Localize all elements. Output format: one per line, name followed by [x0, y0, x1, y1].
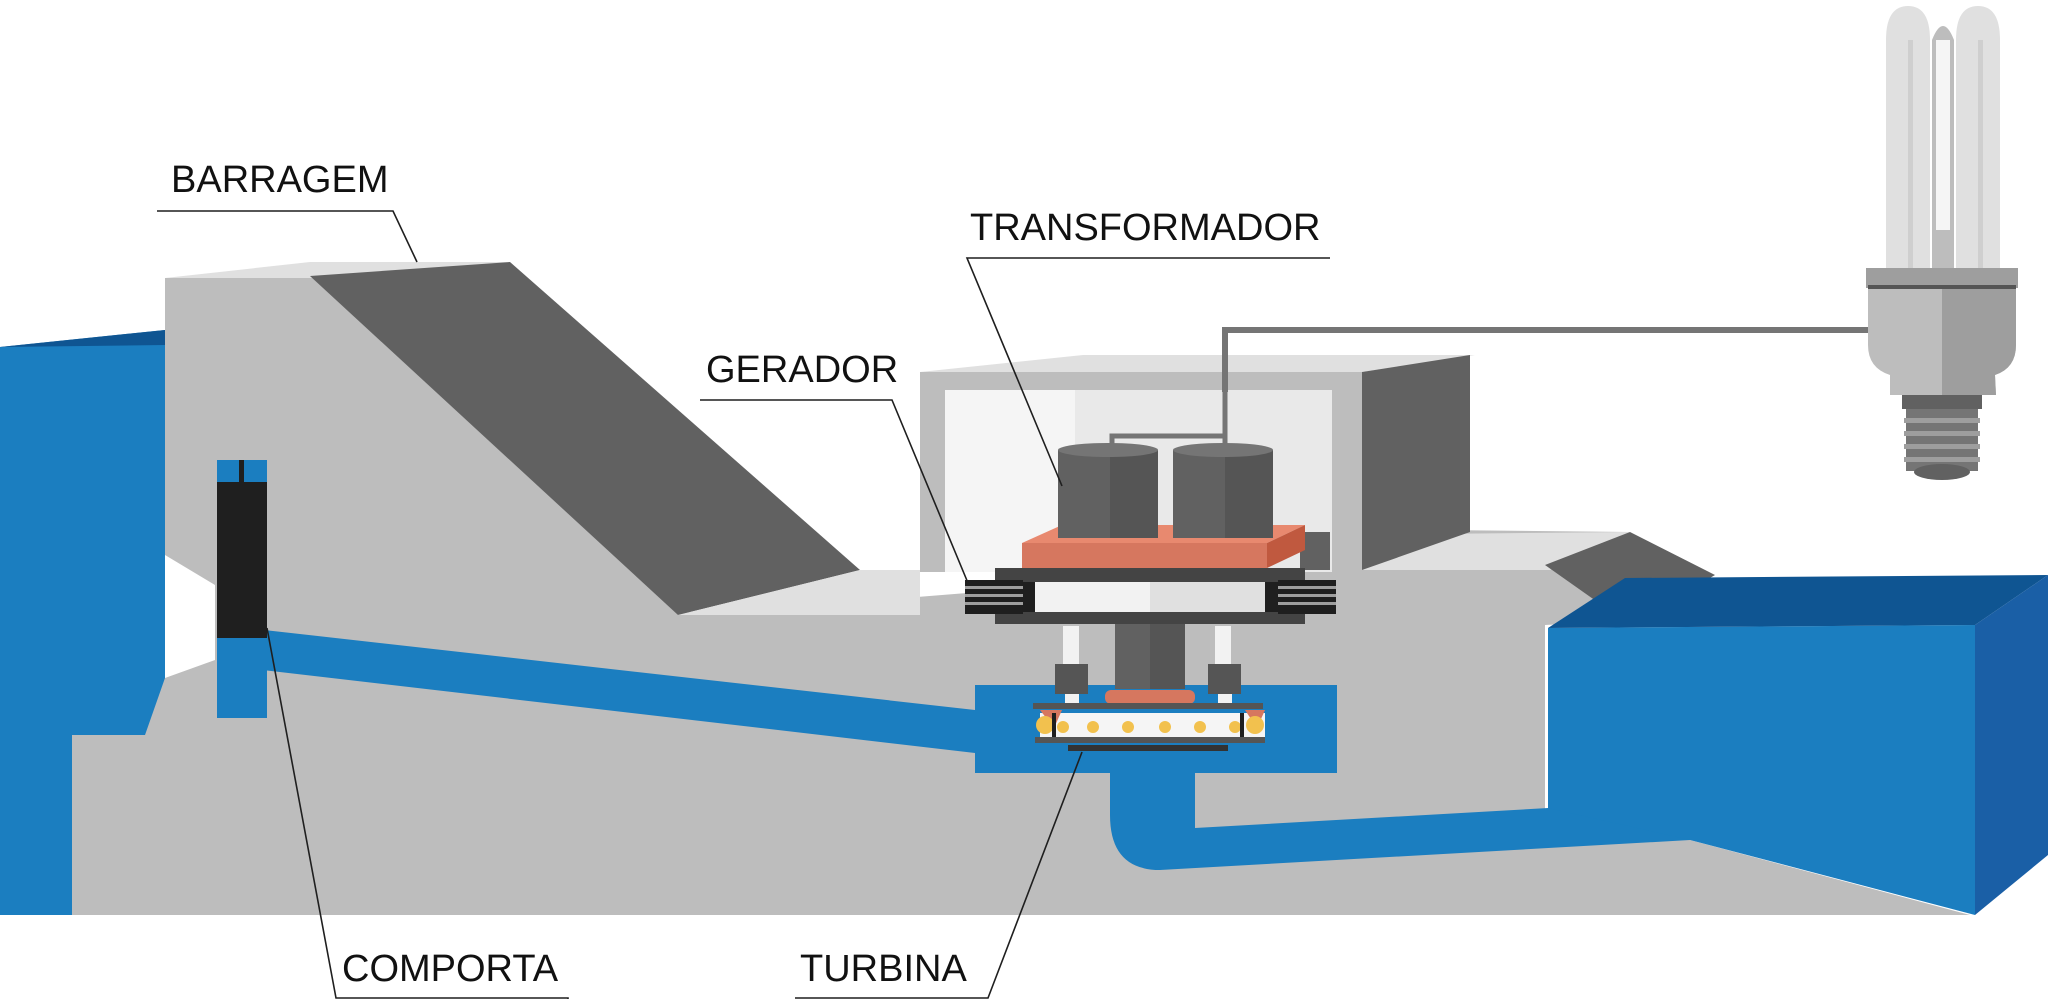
generator-coil-left — [965, 580, 1023, 614]
light-bulb-icon — [1866, 6, 2018, 480]
comporta-label: COMPORTA — [342, 948, 559, 990]
barragem-label: BARRAGEM — [171, 159, 389, 201]
generator — [965, 568, 1336, 624]
gerador-label: GERADOR — [706, 349, 899, 391]
transformador-label: TRANSFORMADOR — [970, 207, 1321, 249]
gate-comporta — [217, 460, 267, 718]
generator-coil-right — [1278, 580, 1336, 614]
turbina-label: TURBINA — [800, 948, 967, 990]
barragem-leader — [157, 211, 417, 262]
